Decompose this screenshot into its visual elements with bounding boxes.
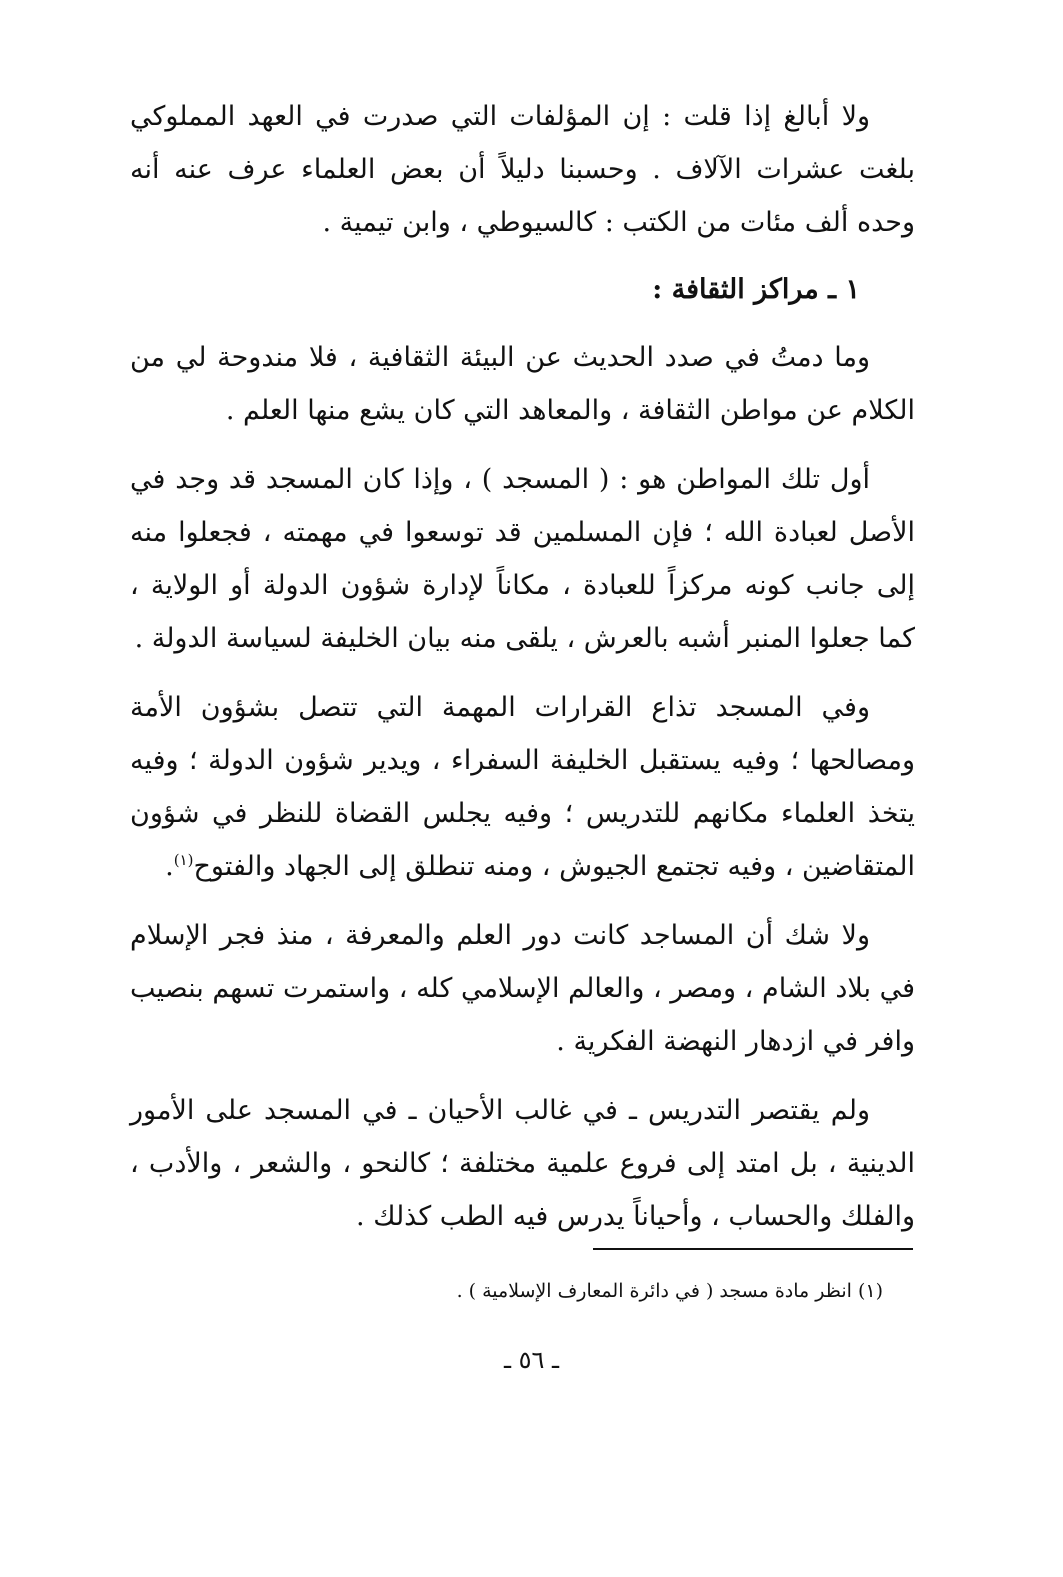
paragraph-5: ولم يقتصر التدريس ـ في غالب الأحيان ـ في المسجد على الأمور الدينية ، بل امتد إلى فروع علمية مختلفة ؛ كالنحو ، والشعر ، والأدب ، والفلك والحساب ، وأحياناً يدرس فيه الطب كذلك . bbox=[130, 1095, 915, 1232]
paragraph-2: أول تلك المواطن هو : ( المسجد ) ، وإذا كان المسجد قد وجد في الأصل لعبادة الله ؛ فإن المسلمين قد توسعوا في مهمته ، فجعلوا منه إلى جانب كونه مركزاً للعبادة ، مكاناً لإدارة شؤون الدولة أو الولاية ، كما جعلوا المنبر أشبه بالعرش ، يلقى منه بيان الخليفة لسياسة الدولة . bbox=[130, 464, 915, 654]
page-number: ـ ٥٦ ـ bbox=[503, 1346, 560, 1374]
footnote-marker: (١) bbox=[173, 851, 194, 869]
footnote-divider bbox=[593, 1248, 913, 1250]
page-body bbox=[130, 90, 915, 1259]
paragraph-3-text: وفي المسجد تذاع القرارات المهمة التي تتصل بشؤون الأمة ومصالحها ؛ وفيه يستقبل الخليفة السفراء ، ويدير شؤون الدولة ؛ وفيه يتخذ العلماء مكانهم للتدريس ؛ وفيه يجلس القضاة للنظر في شؤون المتقاضين ، وفيه تجتمع الجيوش ، ومنه تنطلق إلى الجهاد والفتوح bbox=[130, 692, 915, 882]
paragraph-intro: ولا أبالغ إذا قلت : إن المؤلفات التي صدرت في العهد المملوكي بلغت عشرات الآلاف . وحسبنا دليلاً أن بعض العلماء عرف عنه أنه وحده ألف مئات من الكتب : كالسيوطي ، وابن تيمية . bbox=[130, 101, 915, 238]
paragraph-1: وما دمتُ في صدد الحديث عن البيئة الثقافية ، فلا مندوحة لي من الكلام عن مواطن الثقافة ، والمعاهد التي كان يشع منها العلم . bbox=[130, 342, 915, 426]
paragraph-3 bbox=[130, 681, 915, 893]
paragraph-3-period: . bbox=[165, 851, 174, 882]
section-heading: ١ ـ مراكز الثقافة : bbox=[652, 274, 860, 305]
footnote: (١) انظر مادة مسجد ( في دائرة المعارف الإسلامية ) . bbox=[456, 1280, 883, 1302]
paragraph-4: ولا شك أن المساجد كانت دور العلم والمعرفة ، منذ فجر الإسلام في بلاد الشام ، ومصر ، والعالم الإسلامي كله ، واستمرت تسهم بنصيب وافر في ازدهار النهضة الفكرية . bbox=[130, 920, 915, 1057]
